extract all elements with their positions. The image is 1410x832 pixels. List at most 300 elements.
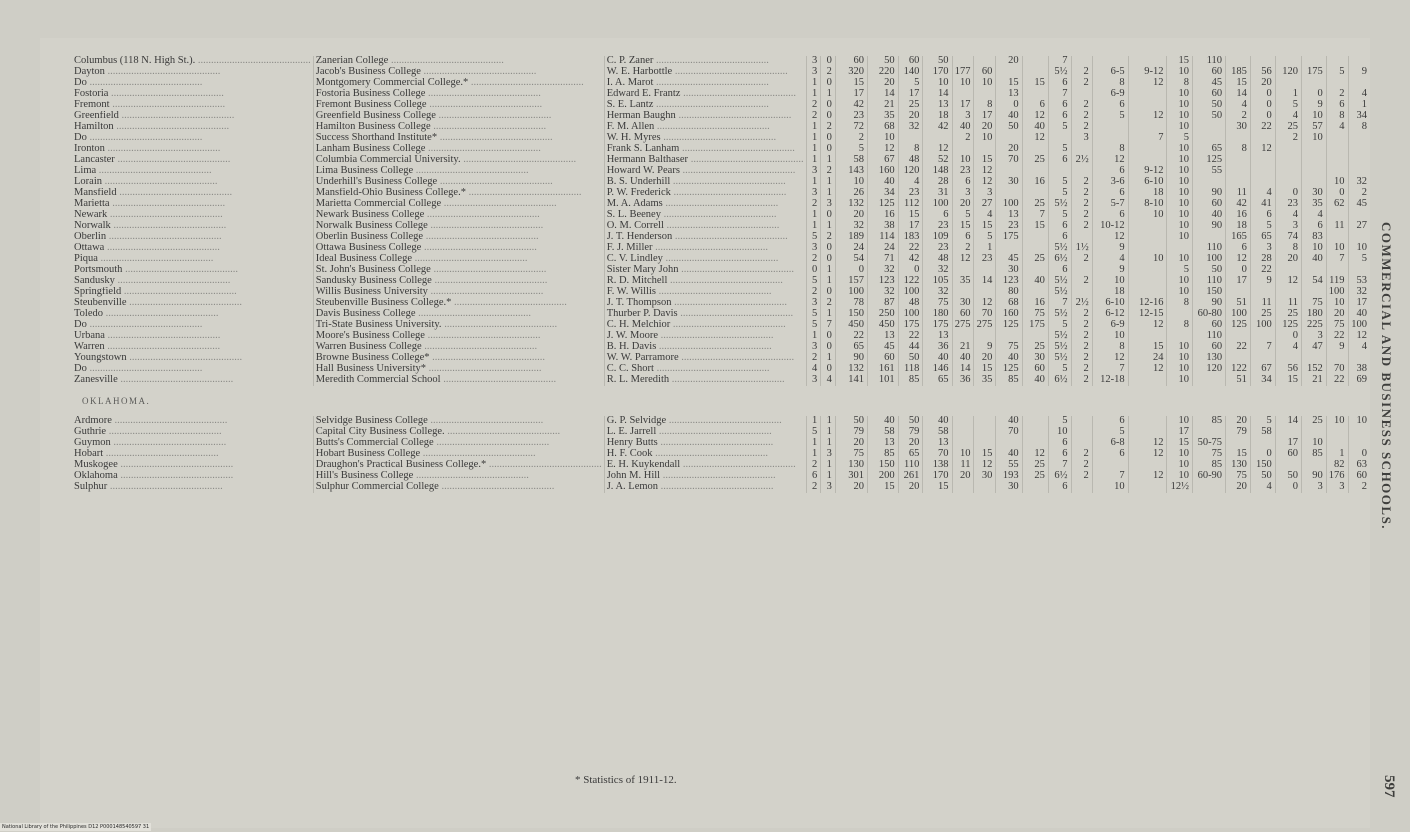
value-cell (1128, 89, 1167, 100)
value-cell: 10 (1167, 221, 1193, 232)
value-cell: 8 (1348, 122, 1370, 133)
value-cell: 148 (923, 166, 952, 177)
value-cell: 180 (1301, 309, 1326, 320)
value-cell: 5½ (1048, 243, 1071, 254)
value-cell: 12 (1128, 78, 1167, 89)
value-cell: 41 (1250, 199, 1275, 210)
value-cell: 301 (835, 471, 867, 482)
value-cell: 5 (1048, 416, 1071, 427)
value-cell: 4 (1092, 254, 1128, 265)
city-cell: Ardmore ..... (72, 416, 313, 427)
value-cell (1071, 232, 1092, 243)
value-cell: 119 (1326, 276, 1348, 287)
value-cell: 9 (1092, 265, 1128, 276)
value-cell: 60 (1275, 449, 1301, 460)
value-cell: 125 (1193, 155, 1226, 166)
value-cell: 0 (1301, 89, 1326, 100)
value-cell: 2 (1348, 188, 1370, 199)
value-cell: 23 (996, 221, 1022, 232)
value-cell: 6 (1048, 78, 1071, 89)
value-cell: 12 (923, 144, 952, 155)
value-cell: 20 (996, 56, 1022, 67)
value-cell (1250, 177, 1275, 188)
city-cell: Lorain ..... (72, 177, 313, 188)
value-cell: 90 (835, 353, 867, 364)
value-cell (1301, 353, 1326, 364)
value-cell: 0 (821, 56, 836, 67)
value-cell: 1 (806, 89, 821, 100)
school-cell: Butts's Commercial College ..... (313, 438, 604, 449)
value-cell: 20 (996, 144, 1022, 155)
value-cell: 6 (1048, 100, 1071, 111)
value-cell: 67 (867, 155, 898, 166)
value-cell: 18 (1128, 188, 1167, 199)
value-cell: 6 (1048, 438, 1071, 449)
value-cell: 14 (923, 89, 952, 100)
value-cell: 5 (1167, 265, 1193, 276)
value-cell: 5 (1250, 416, 1275, 427)
value-cell: 0 (821, 364, 836, 375)
value-cell: 114 (867, 232, 898, 243)
value-cell: 10 (1167, 100, 1193, 111)
value-cell: 10 (835, 177, 867, 188)
value-cell: 1 (1275, 89, 1301, 100)
value-cell: 5 (1048, 177, 1071, 188)
principal-cell: F. M. Allen ..... (604, 122, 806, 133)
value-cell: 123 (867, 276, 898, 287)
value-cell: 0 (821, 144, 836, 155)
value-cell: 4 (1250, 482, 1275, 493)
value-cell: 15 (974, 221, 996, 232)
value-cell: 38 (1348, 364, 1370, 375)
value-cell: 2 (1071, 67, 1092, 78)
value-cell: 5 (898, 78, 923, 89)
value-cell: 70 (996, 427, 1022, 438)
value-cell: 50 (1193, 111, 1226, 122)
value-cell: 48 (923, 254, 952, 265)
value-cell: 2 (1071, 199, 1092, 210)
value-cell: 79 (835, 427, 867, 438)
value-cell: 101 (867, 375, 898, 386)
value-cell: 6 (1048, 265, 1071, 276)
value-cell: 12 (1092, 353, 1128, 364)
value-cell: 60 (1022, 364, 1048, 375)
value-cell: 65 (835, 342, 867, 353)
value-cell: 9 (1301, 100, 1326, 111)
value-cell: 21 (867, 100, 898, 111)
value-cell (1326, 144, 1348, 155)
principal-cell: I. A. Marot ..... (604, 78, 806, 89)
city-cell: Piqua ..... (72, 254, 313, 265)
value-cell: 5½ (1048, 199, 1071, 210)
principal-cell: F. J. Miller ..... (604, 243, 806, 254)
value-cell: 118 (898, 364, 923, 375)
school-cell: Hamilton Business College ..... (313, 122, 604, 133)
school-cell: Selvidge Business College ..... (313, 416, 604, 427)
value-cell: 10 (1167, 155, 1193, 166)
value-cell (952, 438, 974, 449)
value-cell: 70 (923, 449, 952, 460)
table-row (72, 416, 1370, 427)
value-cell: 85 (1301, 449, 1326, 460)
principal-cell: M. A. Adams ..... (604, 199, 806, 210)
value-cell: 22 (1326, 375, 1348, 386)
value-cell: 14 (1226, 89, 1251, 100)
city-cell: Newark ..... (72, 210, 313, 221)
value-cell: 50 (867, 56, 898, 67)
value-cell: 2 (1071, 460, 1092, 471)
value-cell: 22 (1250, 265, 1275, 276)
value-cell: 11 (1275, 298, 1301, 309)
value-cell: 20 (1226, 482, 1251, 493)
value-cell: 7 (821, 320, 836, 331)
value-cell: 11 (1226, 188, 1251, 199)
value-cell: 60 (1193, 320, 1226, 331)
value-cell (1250, 331, 1275, 342)
city-cell: Fostoria ..... (72, 89, 313, 100)
value-cell: 1 (1348, 100, 1370, 111)
value-cell (1128, 243, 1167, 254)
value-cell: 165 (1226, 232, 1251, 243)
value-cell: 10 (1167, 375, 1193, 386)
value-cell: 2 (1348, 482, 1370, 493)
value-cell: 2 (1071, 254, 1092, 265)
value-cell: 5 (974, 232, 996, 243)
value-cell (974, 265, 996, 276)
value-cell (1301, 155, 1326, 166)
value-cell: 10 (1128, 210, 1167, 221)
value-cell: 2 (806, 482, 821, 493)
value-cell: 40 (1348, 309, 1370, 320)
value-cell: 15 (1226, 78, 1251, 89)
value-cell: 0 (1250, 89, 1275, 100)
value-cell: 5 (1048, 210, 1071, 221)
value-cell: 3 (806, 56, 821, 67)
value-cell (1022, 67, 1048, 78)
value-cell: 0 (1250, 111, 1275, 122)
value-cell: 6 (923, 210, 952, 221)
value-cell: 50 (898, 353, 923, 364)
value-cell: 4 (1275, 210, 1301, 221)
value-cell: 0 (1226, 265, 1251, 276)
city-cell: Do ..... (72, 364, 313, 375)
value-cell: 4 (1275, 111, 1301, 122)
value-cell: 2 (821, 166, 836, 177)
value-cell: 7 (1022, 210, 1048, 221)
value-cell: 68 (867, 122, 898, 133)
value-cell: 8 (1092, 342, 1128, 353)
value-cell: 0 (1326, 188, 1348, 199)
value-cell: 20 (898, 482, 923, 493)
value-cell: 12 (1226, 254, 1251, 265)
value-cell: 6-10 (1128, 177, 1167, 188)
value-cell (1301, 177, 1326, 188)
value-cell (952, 331, 974, 342)
value-cell: 12 (1275, 276, 1301, 287)
school-cell: Jacob's Business College ..... (313, 67, 604, 78)
value-cell: 11 (952, 460, 974, 471)
principal-cell: J. T. Henderson ..... (604, 232, 806, 243)
principal-cell: S. E. Lantz ..... (604, 100, 806, 111)
value-cell: 6½ (1048, 254, 1071, 265)
value-cell: 90 (1193, 298, 1226, 309)
value-cell: 175 (1301, 67, 1326, 78)
value-cell (1348, 427, 1370, 438)
value-cell (1193, 427, 1226, 438)
value-cell: 6 (1092, 166, 1128, 177)
value-cell: 42 (923, 122, 952, 133)
value-cell: 0 (1250, 100, 1275, 111)
value-cell: 157 (835, 276, 867, 287)
value-cell: 170 (923, 471, 952, 482)
value-cell: 225 (1301, 320, 1326, 331)
value-cell: 175 (898, 320, 923, 331)
value-cell: 2 (821, 67, 836, 78)
value-cell: 30 (974, 471, 996, 482)
value-cell (1022, 144, 1048, 155)
principal-cell: R. L. Meredith ..... (604, 375, 806, 386)
value-cell: 4 (1326, 122, 1348, 133)
value-cell (1128, 265, 1167, 276)
value-cell: 15 (974, 449, 996, 460)
value-cell: 3 (821, 482, 836, 493)
value-cell: 193 (996, 471, 1022, 482)
value-cell: 1 (806, 177, 821, 188)
value-cell: 3 (1071, 133, 1092, 144)
value-cell: 60 (952, 309, 974, 320)
value-cell: 10 (1167, 287, 1193, 298)
value-cell: 7 (1128, 133, 1167, 144)
value-cell: 40 (1193, 210, 1226, 221)
value-cell: 60-90 (1193, 471, 1226, 482)
value-cell: 18 (1092, 287, 1128, 298)
value-cell (1128, 427, 1167, 438)
value-cell: 5 (1048, 122, 1071, 133)
value-cell: 34 (1250, 375, 1275, 386)
value-cell: 125 (1226, 320, 1251, 331)
value-cell: 40 (867, 416, 898, 427)
value-cell: 10 (1167, 199, 1193, 210)
value-cell: 3 (1326, 482, 1348, 493)
value-cell (1128, 375, 1167, 386)
value-cell: 4 (1301, 210, 1326, 221)
value-cell (1071, 287, 1092, 298)
value-cell: 3 (806, 375, 821, 386)
value-cell: 3 (1250, 243, 1275, 254)
value-cell: 0 (806, 265, 821, 276)
value-cell (952, 144, 974, 155)
value-cell: 15 (1022, 78, 1048, 89)
value-cell: 85 (1193, 460, 1226, 471)
value-cell: 10 (952, 155, 974, 166)
value-cell: 12 (1092, 232, 1128, 243)
value-cell: 5 (806, 320, 821, 331)
city-cell: Mansfield ..... (72, 188, 313, 199)
value-cell: 60 (867, 353, 898, 364)
school-cell: St. John's Business College ..... (313, 265, 604, 276)
value-cell: 17 (974, 111, 996, 122)
value-cell: 12 (1128, 111, 1167, 122)
value-cell: 32 (1348, 177, 1370, 188)
principal-cell: C. C. Short ..... (604, 364, 806, 375)
value-cell: 9-12 (1128, 166, 1167, 177)
value-cell: 320 (835, 67, 867, 78)
value-cell: 12 (1348, 331, 1370, 342)
value-cell: 7 (1250, 342, 1275, 353)
value-cell: 1 (821, 188, 836, 199)
value-cell: 100 (898, 287, 923, 298)
value-cell (1071, 438, 1092, 449)
value-cell: 120 (898, 166, 923, 177)
value-cell: 5½ (1048, 342, 1071, 353)
city-cell: Greenfield ..... (72, 111, 313, 122)
principal-cell: John M. Hill ..... (604, 471, 806, 482)
value-cell (1022, 287, 1048, 298)
city-cell: Oklahoma ..... (72, 471, 313, 482)
value-cell: 15 (1226, 449, 1251, 460)
value-cell: 75 (1301, 298, 1326, 309)
value-cell: 200 (867, 471, 898, 482)
value-cell: 275 (952, 320, 974, 331)
value-cell: 60 (974, 67, 996, 78)
value-cell: 2½ (1071, 298, 1092, 309)
value-cell: 120 (1275, 67, 1301, 78)
value-cell (974, 438, 996, 449)
value-cell: 18 (923, 111, 952, 122)
value-cell: 10 (1092, 276, 1128, 287)
value-cell: 23 (923, 221, 952, 232)
value-cell: 12 (974, 298, 996, 309)
value-cell: 7 (1048, 56, 1071, 67)
value-cell: 6 (1048, 221, 1071, 232)
value-cell: 15 (835, 78, 867, 89)
value-cell: 6 (1022, 100, 1048, 111)
value-cell (1128, 122, 1167, 133)
value-cell: 20 (952, 471, 974, 482)
value-cell: 70 (996, 155, 1022, 166)
value-cell: 130 (1193, 353, 1226, 364)
value-cell: 48 (898, 155, 923, 166)
value-cell: 90 (1301, 471, 1326, 482)
value-cell: 3 (1301, 482, 1326, 493)
value-cell: 30 (996, 177, 1022, 188)
value-cell (952, 265, 974, 276)
value-cell: 55 (996, 460, 1022, 471)
value-cell: 6 (1048, 155, 1071, 166)
running-head: COMMERCIAL AND BUSINESS SCHOOLS. (1379, 222, 1394, 531)
value-cell: 5 (952, 210, 974, 221)
value-cell: 50 (923, 56, 952, 67)
value-cell: 3 (974, 188, 996, 199)
value-cell: 10 (923, 78, 952, 89)
value-cell: 10 (1326, 243, 1348, 254)
value-cell: 12 (1250, 144, 1275, 155)
value-cell: 122 (898, 276, 923, 287)
value-cell: 110 (1193, 331, 1226, 342)
value-cell: 8 (898, 144, 923, 155)
value-cell: 17 (1275, 438, 1301, 449)
value-cell (974, 416, 996, 427)
value-cell (1128, 331, 1167, 342)
value-cell (996, 438, 1022, 449)
value-cell: 28 (923, 177, 952, 188)
value-cell (996, 133, 1022, 144)
value-cell (1022, 265, 1048, 276)
value-cell: 5½ (1048, 353, 1071, 364)
value-cell (1071, 265, 1092, 276)
value-cell (1128, 56, 1167, 67)
value-cell (923, 133, 952, 144)
value-cell: 65 (1250, 232, 1275, 243)
value-cell: 1 (821, 438, 836, 449)
city-cell: Do ..... (72, 133, 313, 144)
value-cell: 9 (1250, 276, 1275, 287)
value-cell: 130 (835, 460, 867, 471)
value-cell: 15 (1167, 438, 1193, 449)
value-cell: 67 (1250, 364, 1275, 375)
value-cell (1128, 460, 1167, 471)
value-cell: 8 (1167, 320, 1193, 331)
school-cell: Sandusky Business College ..... (313, 276, 604, 287)
value-cell: 40 (923, 353, 952, 364)
value-cell (952, 416, 974, 427)
value-cell (1275, 460, 1301, 471)
value-cell: 16 (1022, 298, 1048, 309)
value-cell: 17 (1348, 298, 1370, 309)
principal-cell: Howard W. Pears ..... (604, 166, 806, 177)
value-cell: 1 (821, 221, 836, 232)
value-cell: 40 (996, 449, 1022, 460)
value-cell (1226, 177, 1251, 188)
value-cell: 10 (1092, 482, 1128, 493)
value-cell (1226, 331, 1251, 342)
value-cell (1326, 78, 1348, 89)
value-cell: 10 (1167, 210, 1193, 221)
value-cell (1226, 166, 1251, 177)
table-row (72, 111, 1370, 122)
value-cell: 185 (1226, 67, 1251, 78)
value-cell: 65 (1193, 144, 1226, 155)
value-cell: 5 (835, 144, 867, 155)
value-cell: 24 (1128, 353, 1167, 364)
value-cell (1226, 56, 1251, 67)
principal-cell: W. H. Myres ..... (604, 133, 806, 144)
school-cell: Underhill's Business College ..... (313, 177, 604, 188)
value-cell: 23 (923, 243, 952, 254)
value-cell: 12 (974, 460, 996, 471)
value-cell: 38 (867, 221, 898, 232)
value-cell: 40 (923, 416, 952, 427)
value-cell: 28 (1250, 254, 1275, 265)
value-cell: 17 (835, 89, 867, 100)
value-cell: 4 (1275, 342, 1301, 353)
table-row (72, 375, 1370, 386)
value-cell: 2 (1071, 100, 1092, 111)
table-row (72, 166, 1370, 177)
value-cell (1226, 353, 1251, 364)
value-cell: 36 (952, 375, 974, 386)
value-cell: 1 (806, 438, 821, 449)
value-cell: 3 (1275, 221, 1301, 232)
value-cell: 2 (1071, 331, 1092, 342)
value-cell: 3-6 (1092, 177, 1128, 188)
value-cell: 17 (898, 89, 923, 100)
value-cell: 12 (1022, 133, 1048, 144)
value-cell: 13 (923, 100, 952, 111)
value-cell: 60 (1193, 342, 1226, 353)
value-cell: 15 (898, 210, 923, 221)
value-cell: 75 (923, 298, 952, 309)
